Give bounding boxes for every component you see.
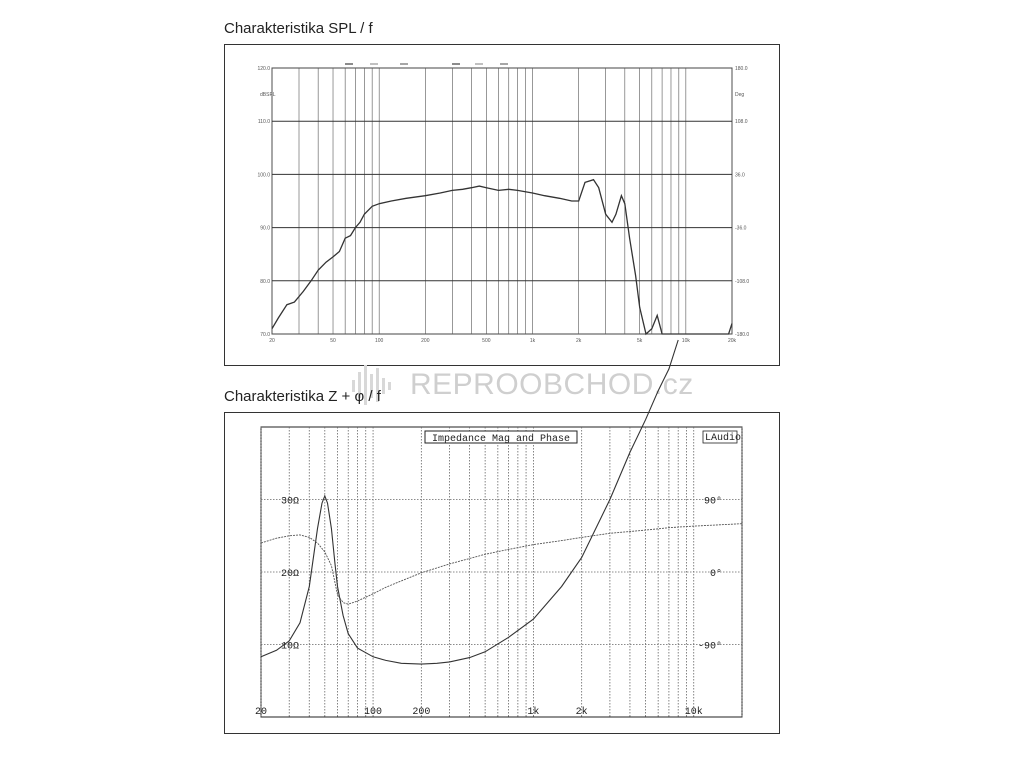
spl-chart-frame xyxy=(224,44,780,366)
y2-tick-label: -180.0 xyxy=(735,332,750,338)
y2-tick-label: 180.0 xyxy=(735,66,748,72)
y-tick-label: 100.0 xyxy=(257,172,270,179)
chart-title: Impedance Mag and Phase xyxy=(431,434,571,445)
y-tick-label: 30Ω xyxy=(281,496,300,508)
x-tick-label: 100 xyxy=(364,707,383,718)
y2-tick-label: 0° xyxy=(709,569,722,580)
y2-tick-label: -108.0 xyxy=(735,278,750,285)
y2-axis-label: Deg xyxy=(735,92,745,98)
y2-tick-label: 108.0 xyxy=(735,119,748,126)
x-tick-label: 10k xyxy=(684,707,703,718)
impedance-chart-frame xyxy=(224,412,780,734)
y2-tick-label: -36.0 xyxy=(735,225,747,232)
x-tick-label: 1k xyxy=(527,707,540,718)
impedance-chart xyxy=(225,413,779,733)
impedance-chart-heading: Charakteristika Z + φ / f xyxy=(224,388,381,405)
x-tick-label: 200 xyxy=(412,707,431,718)
y-axis-label: dBSPL xyxy=(260,92,276,98)
y2-tick-label: 90° xyxy=(703,496,722,508)
plot-area-border xyxy=(272,68,732,334)
x-tick-label: 10k xyxy=(681,338,690,344)
y-tick-label: 10Ω xyxy=(281,641,300,653)
x-tick-label: 500 xyxy=(482,338,491,344)
series-line-2 xyxy=(261,524,742,605)
spl-chart-heading: Charakteristika SPL / f xyxy=(224,20,373,37)
y-tick-label: 120.0 xyxy=(257,66,270,72)
y-tick-label: 80.0 xyxy=(260,278,270,285)
y2-tick-label: -90° xyxy=(697,641,722,653)
watermark-text: REPROOBCHOD.cz xyxy=(410,368,694,401)
x-tick-label: 2k xyxy=(576,338,582,344)
x-tick-label: 50 xyxy=(330,338,336,344)
x-tick-label: 20k xyxy=(727,338,737,344)
brand-label: LAudio xyxy=(705,433,742,444)
x-tick-label: 20 xyxy=(269,338,275,344)
spl-chart xyxy=(225,45,779,365)
x-tick-label: 100 xyxy=(375,338,384,344)
x-tick-label: 5k xyxy=(637,338,643,344)
y-tick-label: 110.0 xyxy=(257,119,270,126)
y-tick-label: 70.0 xyxy=(260,332,270,338)
x-tick-label: 200 xyxy=(421,338,430,344)
x-tick-label: 2k xyxy=(575,707,588,718)
x-tick-label: 1k xyxy=(529,338,536,344)
series-line-1 xyxy=(272,180,732,334)
y-tick-label: 20Ω xyxy=(281,569,300,580)
y-tick-label: 90.0 xyxy=(260,225,270,232)
y2-tick-label: 36.0 xyxy=(735,172,745,179)
x-tick-label: 20 xyxy=(254,707,268,718)
